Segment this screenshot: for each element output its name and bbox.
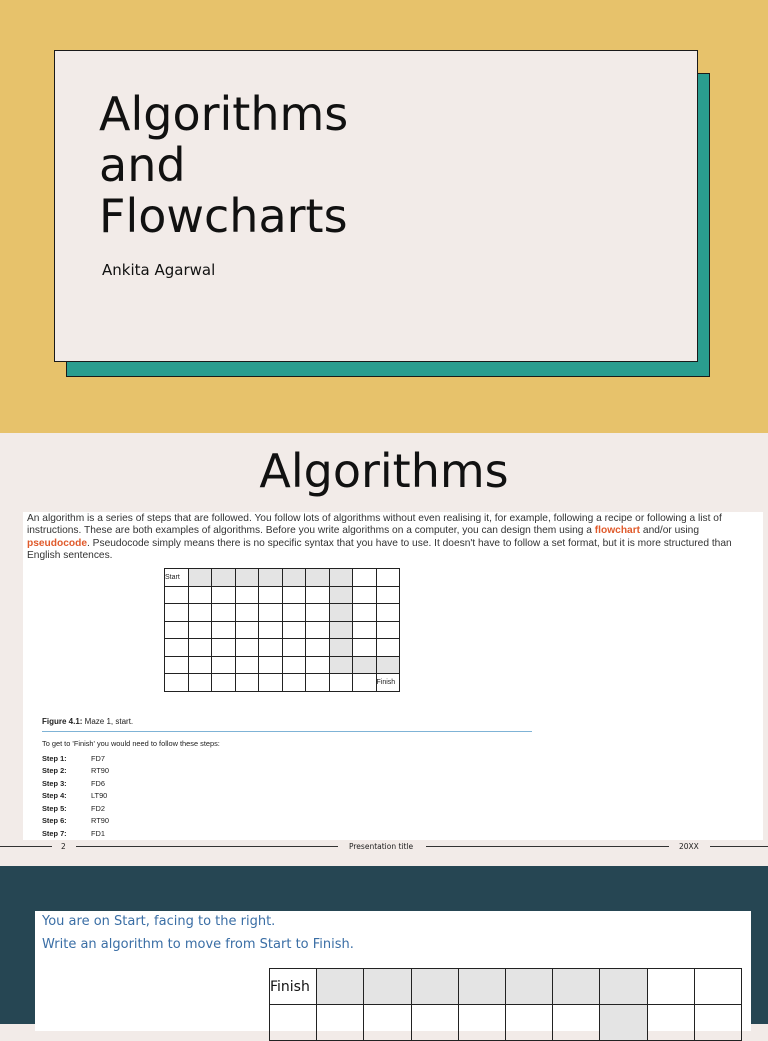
exercise-slide — [0, 866, 768, 1024]
step-row — [42, 777, 109, 790]
title-slide — [0, 0, 768, 433]
maze-finish-cell: Finish — [376, 674, 400, 692]
step-row — [42, 752, 109, 765]
title-line: and — [99, 138, 186, 192]
step-label: Step 3: — [42, 778, 67, 788]
step-label: Step 1: — [42, 753, 67, 763]
step-label: Step 7: — [42, 828, 67, 838]
step-label: Step 6: — [42, 816, 67, 826]
author-name: Ankita Agarwal — [102, 261, 216, 279]
step-row — [42, 815, 109, 828]
intro-paragraph — [27, 513, 757, 563]
footer-rule — [76, 846, 338, 847]
maze-start-cell: Start — [165, 569, 189, 587]
slide-footer — [0, 840, 768, 854]
step-command: FD1 — [91, 828, 105, 838]
caption-rule — [42, 731, 532, 732]
paragraph-text: and/or using — [640, 525, 699, 537]
caption-text: Maze 1, start. — [82, 717, 134, 726]
step-command: RT90 — [91, 766, 109, 776]
footer-title: Presentation title — [349, 842, 414, 851]
footer-rule — [0, 846, 52, 847]
slide-title: Algorithms — [259, 444, 509, 498]
step-command: RT90 — [91, 816, 109, 826]
footer-date: 20XX — [679, 842, 699, 851]
step-label: Step 2: — [42, 766, 67, 776]
step-command: LT90 — [91, 791, 108, 801]
algorithms-slide — [0, 433, 768, 866]
step-label: Step 4: — [42, 791, 67, 801]
exercise-instruction: You are on Start, facing to the right. — [42, 914, 276, 929]
footer-rule — [710, 846, 768, 847]
paragraph-text: . Pseudocode simply means there is no specific syntax that you have to use. It doesn't have to follow a set format, but it is more structured than English sentences. — [27, 537, 732, 562]
step-row — [42, 827, 109, 840]
step-command: FD2 — [91, 803, 105, 813]
maze-grid — [269, 968, 742, 1041]
keyword-flowchart: flowchart — [594, 525, 641, 537]
step-label: Step 5: — [42, 803, 67, 813]
slide-title — [99, 89, 348, 242]
figure-caption — [42, 717, 133, 726]
exercise-panel — [35, 911, 751, 1031]
exercise-task: Write an algorithm to move from Start to Finish. — [42, 937, 354, 952]
step-row — [42, 765, 109, 778]
maze-finish-cell: Finish — [270, 969, 317, 1005]
footer-rule — [426, 846, 669, 847]
footer-page-number: 2 — [61, 842, 66, 851]
steps-intro: To get to 'Finish' you would need to follow these steps: — [42, 739, 220, 748]
title-line: Algorithms — [99, 87, 349, 141]
step-row — [42, 790, 109, 803]
steps-list — [42, 752, 109, 840]
textbook-excerpt — [23, 512, 763, 840]
title-card — [54, 50, 698, 362]
keyword-pseudocode: pseudocode — [27, 537, 88, 549]
title-line: Flowcharts — [99, 189, 348, 243]
caption-label: Figure 4.1: — [42, 717, 83, 726]
maze-grid — [164, 568, 400, 692]
step-command: FD7 — [91, 753, 105, 763]
step-command: FD6 — [91, 778, 105, 788]
paragraph-text: An algorithm is a series of steps that are followed. You follow lots of algorithms without even realising it, for example, following a recipe or following a list of instructions. These are both examples of algorithms. Before you write algorithms on a computer, you can design them using a — [27, 513, 722, 537]
step-row — [42, 802, 109, 815]
